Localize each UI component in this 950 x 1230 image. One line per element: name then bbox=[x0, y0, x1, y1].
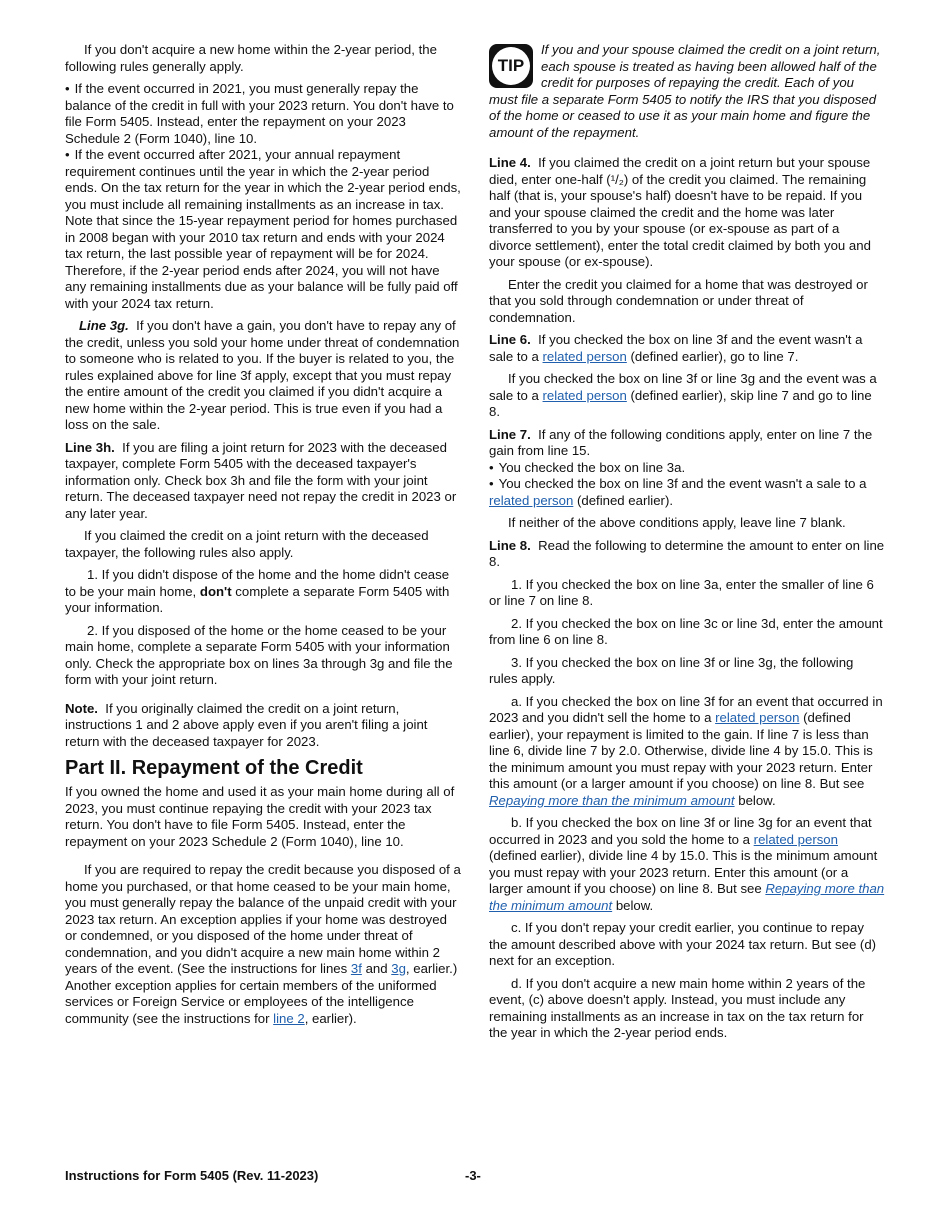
paragraph: If you checked the box on line 3f or line 3g and the event was a sale to a related person (defined earlier), skip line 7 and go to line 8. bbox=[489, 371, 877, 419]
paragraph: Enter the credit you claimed for a home that was destroyed or that you sold through condemnation or under threat of condemnation. bbox=[489, 276, 868, 325]
list-item: 1. If you checked the box on line 3a, enter the smaller of line 6 or line 7 on line 8. bbox=[489, 576, 874, 608]
list-item: 2. If you disposed of the home or the home ceased to be your main home, complete a separate Form 5405 with your information only. Check the appropriate box on lines 3a through 3g and file the form with your joint return. bbox=[65, 622, 453, 687]
bullet-item: • You checked the box on line 3f and the event wasn't a sale to a related person (defined earlier). bbox=[489, 476, 885, 509]
related-person-link[interactable]: related person bbox=[753, 831, 838, 847]
related-person-link[interactable]: related person bbox=[542, 387, 627, 403]
line-4-paragraph: Line 4. If you claimed the credit on a joint return but your spouse died, enter one-half (¹/₂) of the credit you claimed. The remaining half (that is, your spouse's half) doesn't have to be repaid. If you and your spouse claimed the credit and the home was later transferred to you by your spouse (or ex-spouse as part of a divorce settlement), enter the total credit claimed by both you and your spouse (or ex-spouse). bbox=[489, 155, 871, 269]
bullet-item: • If the event occurred after 2021, your annual repayment requirement continues until the year in which the 2-year period ends. On the tax return for the year in which the 2-year period ends, you must include all remaining installments as an increase in tax. Note that since the 15-year repayment period for homes purchased in 2008 began with your 2010 tax return and ends with your 2024 tax return, the last possible year of repayment will be for 2024. Therefore, if the 2-year period ends after 2024, you will not have any remaining installments due as your balance will be fully paid off with your 2024 tax return. bbox=[65, 147, 461, 312]
list-item: 2. If you checked the box on line 3c or line 3d, enter the amount from line 6 on line 8. bbox=[489, 615, 883, 647]
paragraph: If you owned the home and used it as your main home during all of 2023, you must continue repaying the credit with your 2023 tax return. You don't have to file Form 5405. Instead, enter the repayment on your 2023 Schedule 2 (Form 1040), line 10. bbox=[65, 784, 455, 849]
link-line-3g[interactable]: 3g bbox=[391, 961, 406, 976]
list-item: c. If you don't repay your credit earlier, you continue to repay the amount described above with your 2024 tax return. But see (d) next for an exception. bbox=[489, 920, 877, 968]
part-heading: Part II. Repayment of the Credit bbox=[65, 757, 363, 779]
list-item: 3. If you checked the box on line 3f or line 3g, the following rules apply. bbox=[489, 654, 854, 686]
line-4-heading: Line 4. bbox=[489, 155, 531, 170]
paragraph: If you claimed the credit on a joint return with the deceased taxpayer, the following rules also apply. bbox=[65, 528, 429, 560]
page-footer bbox=[65, 1168, 885, 1185]
list-item: 1. If you didn't dispose of the home and the home didn't cease to be your main home, don't complete a separate Form 5405 with your information. bbox=[65, 567, 450, 615]
line-6-heading: Line 6. bbox=[489, 332, 531, 347]
paragraph: If you don't acquire a new home within the 2-year period, the following rules generally apply. bbox=[65, 42, 437, 74]
related-person-link[interactable]: related person bbox=[715, 710, 800, 725]
page-number: -3- bbox=[465, 1168, 481, 1183]
line-7-heading: Line 7. bbox=[489, 426, 531, 442]
left-column bbox=[65, 42, 461, 1033]
list-item: b. If you checked the box on line 3f or line 3g for an event that occurred in 2023 and you sold the home to a related person (defined earlier), divide line 4 by 15.0. This is the minimum amount you must repay with your 2023 return. Enter this amount (or a larger amount if you choose) on line 8. But see Repaying more than the minimum amount below. bbox=[489, 815, 885, 913]
line-3h-heading: Line 3h. bbox=[65, 439, 115, 455]
line-3g-heading: Line 3g. bbox=[79, 318, 129, 333]
related-person-link[interactable]: related person bbox=[542, 348, 627, 364]
repaying-more-link[interactable]: Repaying more than the minimum amount bbox=[489, 792, 735, 808]
tip-box bbox=[489, 42, 885, 141]
line-8-paragraph: Line 8. Read the following to determine the amount to enter on line 8. bbox=[489, 537, 885, 569]
line-7-paragraph: Line 7. If any of the following conditions apply, enter on line 7 the gain from line 15. bbox=[489, 426, 873, 458]
paragraph: If neither of the above conditions apply, leave line 7 blank. bbox=[508, 515, 846, 530]
tip-icon: TIP bbox=[489, 44, 533, 88]
line-3h-paragraph: Line 3h. If you are filing a joint return for 2023 with the deceased taxpayer, complete Form 5405 with the deceased taxpayer's information only. Check box 3h and file the form with your joint return. The deceased taxpayer need not repay the credit in 2023 or any later year. bbox=[65, 439, 457, 521]
note-heading: Note. bbox=[65, 700, 98, 716]
repaying-more-link[interactable]: Repaying more than the minimum amount bbox=[489, 881, 885, 913]
line-6-paragraph: Line 6. If you checked the box on line 3f and the event wasn't a sale to a related person (defined earlier), go to line 7. bbox=[489, 332, 863, 364]
link-line-3f[interactable]: 3f bbox=[350, 961, 362, 976]
list-item: a. If you checked the box on line 3f for an event that occurred in 2023 and you didn't sell the home to a related person (defined earlier), your repayment is limited to the gain. If line 7 is less than line 6, divide line 7 by 2.0. Otherwise, divide line 4 by 15.0. This is the minimum amount you must repay with your 2023 return. Enter this amount (or a larger amount if you choose) on line 8. But see Repaying more than the minimum amount below. bbox=[489, 693, 883, 808]
bullet-item: • If the event occurred in 2021, you must generally repay the balance of the credit in full with your 2023 return. You don't have to file Form 5405. Instead, enter the repayment on your 2023 Schedule 2 (Form 1040), line 10. bbox=[65, 81, 461, 147]
note-paragraph: Note. If you originally claimed the credit on a joint return, instructions 1 and 2 above apply even if you aren't filing a joint return with the deceased taxpayer for 2023. bbox=[65, 700, 428, 749]
line-8-heading: Line 8. bbox=[489, 537, 531, 553]
footer-title: Instructions for Form 5405 (Rev. 11-2023) bbox=[65, 1168, 319, 1183]
link-line-2[interactable]: line 2 bbox=[273, 1010, 305, 1026]
list-item: d. If you don't acquire a new main home within 2 years of the event, (c) above doesn't apply. Instead, you must include any remaining installments as an increase in tax on the tax return for the year in which the 2-year period ends. bbox=[489, 975, 866, 1040]
tip-text: If you and your spouse claimed the credit on a joint return, each spouse is treated as having been allowed half of the credit for purposes of repaying the credit. Each of you must file a separate Form 5405 to notify the IRS that you disposed of the home or ceased to use it as your main home and figure the amount of the repayment. bbox=[489, 42, 881, 140]
related-person-link[interactable]: related person bbox=[489, 492, 574, 508]
right-column bbox=[489, 42, 885, 1048]
bullet-item: • You checked the box on line 3a. bbox=[489, 460, 885, 477]
paragraph: If you are required to repay the credit because you disposed of a home you purchased, or that home ceased to be your main home, you must generally repay the balance of the unpaid credit with your 2023 tax return. An exception applies if your home was destroyed or condemned, or you disposed of the home under threat of condemnation, and you didn't acquire a new main home within 2 years of the event. (See the instructions for lines 3f and 3g, earlier.) Another exception applies for certain members of the uniformed services or Foreign Service or employees of the intelligence community (see the instructions for line 2, earlier). bbox=[65, 862, 461, 1026]
line-3g-paragraph: Line 3g. If you don't have a gain, you don't have to repay any of the credit, unless you sold your home under threat of condemnation to someone who is related to you. If the buyer is related to you, the rules explained above for line 3f apply, except that you must repay the entire amount of the credit you claimed if you didn't acquire a new home within the 2-year period. This is true even if you had a loss on the sale. bbox=[65, 318, 460, 432]
